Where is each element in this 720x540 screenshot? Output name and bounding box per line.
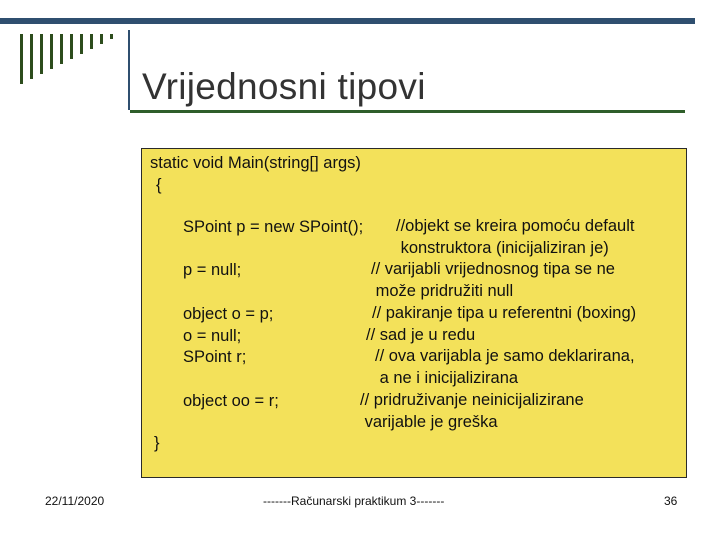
decorative-bar [30,34,33,79]
code-open-brace: { [156,176,162,194]
decorative-bar [60,34,63,64]
code-line: p = null; [183,261,242,279]
footer-course: -------Računarski praktikum 3------- [263,494,445,508]
code-line: o = null; [183,327,242,345]
decorative-bar [100,34,103,44]
decorative-bar [20,34,23,84]
decorative-bar [50,34,53,69]
code-comment: // ova varijabla je samo deklarirana, a ne i inicijalizirana [375,347,635,387]
code-close-brace: } [154,434,160,452]
top-rule [0,18,695,24]
code-block [141,148,687,478]
code-comment: //objekt se kreira pomoću default konstruktora (inicijaliziran je) [396,217,635,257]
page-number: 36 [664,494,678,508]
code-comment: // varijabli vrijednosnog tipa se ne može pridružiti null [371,260,615,300]
decorative-bar [80,34,83,54]
code-line: SPoint r; [183,348,247,366]
decorative-bar [70,34,73,59]
title-underline [130,110,685,113]
code-line: SPoint p = new SPoint(); [183,218,364,236]
decorative-bars [10,34,130,84]
decorative-bar [90,34,93,49]
code-comment: // pridruživanje neinicijalizirane varijable je greška [360,391,584,431]
code-signature: static void Main(string[] args) [150,154,361,172]
code-comment: // pakiranje tipa u referentni (boxing) [372,304,637,322]
code-line: object o = p; [183,305,274,323]
decorative-bar [110,34,113,39]
footer-date: 22/11/2020 [45,494,105,508]
decorative-bar [40,34,43,74]
code-comment: // sad je u redu [366,326,476,344]
slide-title: Vrijednosni tipovi [142,66,426,107]
code-line: object oo = r; [183,392,279,410]
